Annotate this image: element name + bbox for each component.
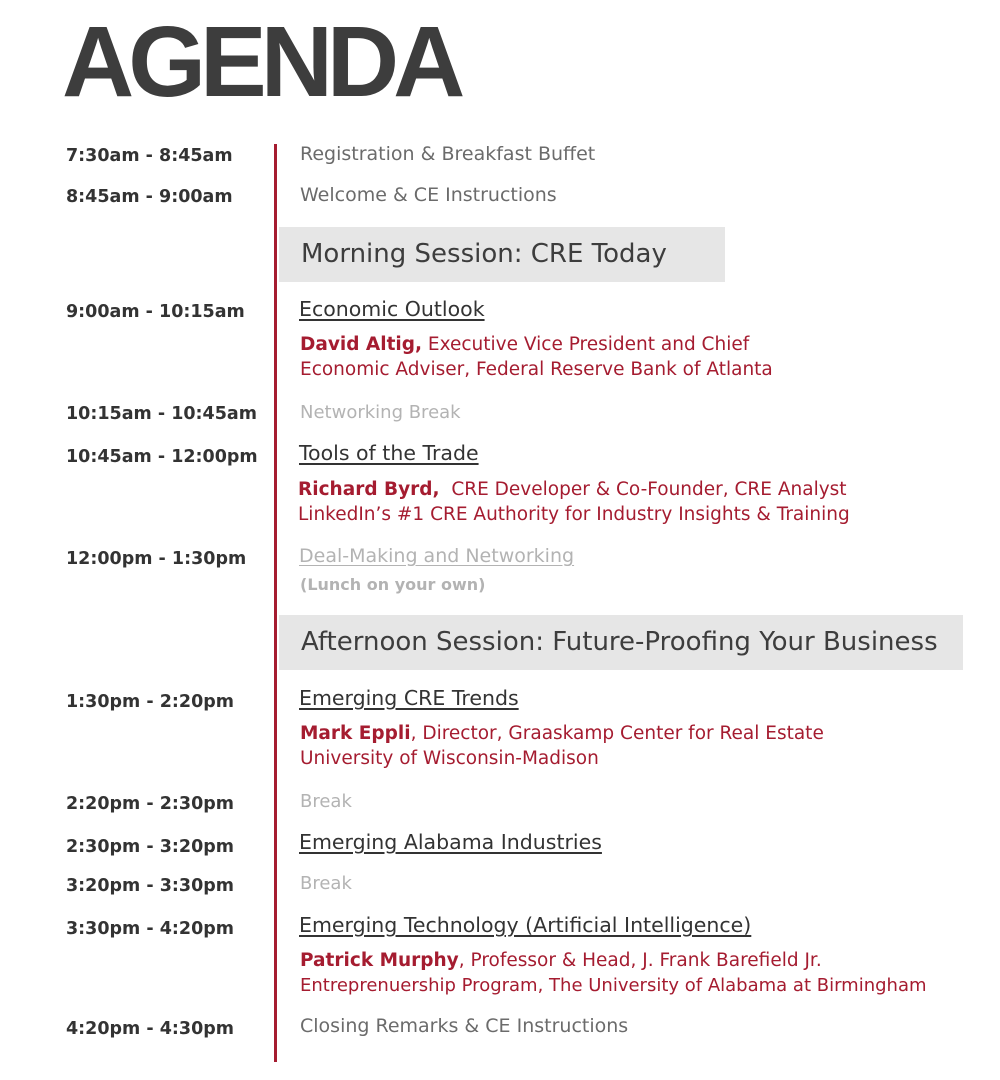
agenda-time: 12:00pm - 1:30pm: [66, 549, 247, 569]
agenda-time: 2:20pm - 2:30pm: [66, 794, 235, 814]
session-header-afternoon: Afternoon Session: Future-Proofing Your Business: [279, 615, 963, 670]
speaker-affiliation: University of Wisconsin-Madison: [300, 747, 599, 769]
agenda-time: 7:30am - 8:45am: [66, 146, 233, 166]
agenda-topic-link[interactable]: Economic Outlook: [299, 297, 485, 321]
agenda-time: 1:30pm - 2:20pm: [66, 692, 235, 712]
agenda-topic-link[interactable]: Tools of the Trade: [299, 441, 479, 465]
speaker-name: David Altig,: [300, 334, 423, 355]
speaker-title: , Professor & Head, J. Frank Barefield Jr.: [458, 950, 822, 971]
agenda-time: 3:30pm - 4:20pm: [66, 919, 235, 939]
agenda-topic-link[interactable]: Emerging Technology (Artificial Intelligence): [299, 913, 752, 937]
agenda-time: 2:30pm - 3:20pm: [66, 837, 235, 857]
speaker-info: [300, 722, 824, 772]
agenda-time: 8:45am - 9:00am: [66, 187, 233, 207]
speaker-info: [298, 478, 850, 528]
speaker-affiliation: Economic Adviser, Federal Reserve Bank of Atlanta: [300, 358, 773, 380]
speaker-title: , Director, Graaskamp Center for Real Estate: [410, 723, 824, 744]
agenda-time: 9:00am - 10:15am: [66, 302, 245, 322]
agenda-time: 4:20pm - 4:30pm: [66, 1019, 235, 1039]
speaker-title: CRE Developer & Co-Founder, CRE Analyst: [439, 479, 847, 500]
speaker-info: [300, 949, 927, 998]
agenda-time: 3:20pm - 3:30pm: [66, 876, 235, 896]
agenda-topic-link[interactable]: Emerging CRE Trends: [299, 686, 519, 710]
session-header-morning: Morning Session: CRE Today: [279, 227, 725, 282]
speaker-name: Mark Eppli: [300, 723, 411, 744]
agenda-item: Welcome & CE Instructions: [300, 184, 557, 206]
agenda-item: Networking Break: [300, 402, 461, 423]
agenda-item: Break: [300, 873, 352, 894]
agenda-topic-link[interactable]: Emerging Alabama Industries: [299, 830, 602, 854]
speaker-affiliation: Entreprenuership Program, The University of Alabama at Birmingham: [300, 974, 927, 996]
speaker-title: Executive Vice President and Chief: [422, 334, 750, 355]
agenda-topic-link[interactable]: Deal-Making and Networking: [299, 545, 575, 567]
speaker-name: Richard Byrd,: [298, 479, 440, 500]
timeline-divider: [274, 144, 277, 1062]
speaker-affiliation: LinkedIn’s #1 CRE Authority for Industry Insights & Training: [298, 503, 850, 525]
agenda-item: Break: [300, 791, 352, 812]
agenda-note: (Lunch on your own): [300, 575, 486, 594]
agenda-item: Closing Remarks & CE Instructions: [300, 1015, 629, 1037]
page-title: AGENDA: [62, 6, 460, 118]
agenda-item: Registration & Breakfast Buffet: [300, 143, 596, 165]
speaker-name: Patrick Murphy: [300, 950, 459, 971]
speaker-info: [300, 333, 773, 383]
agenda-time: 10:15am - 10:45am: [66, 404, 257, 424]
agenda-time: 10:45am - 12:00pm: [66, 447, 258, 467]
